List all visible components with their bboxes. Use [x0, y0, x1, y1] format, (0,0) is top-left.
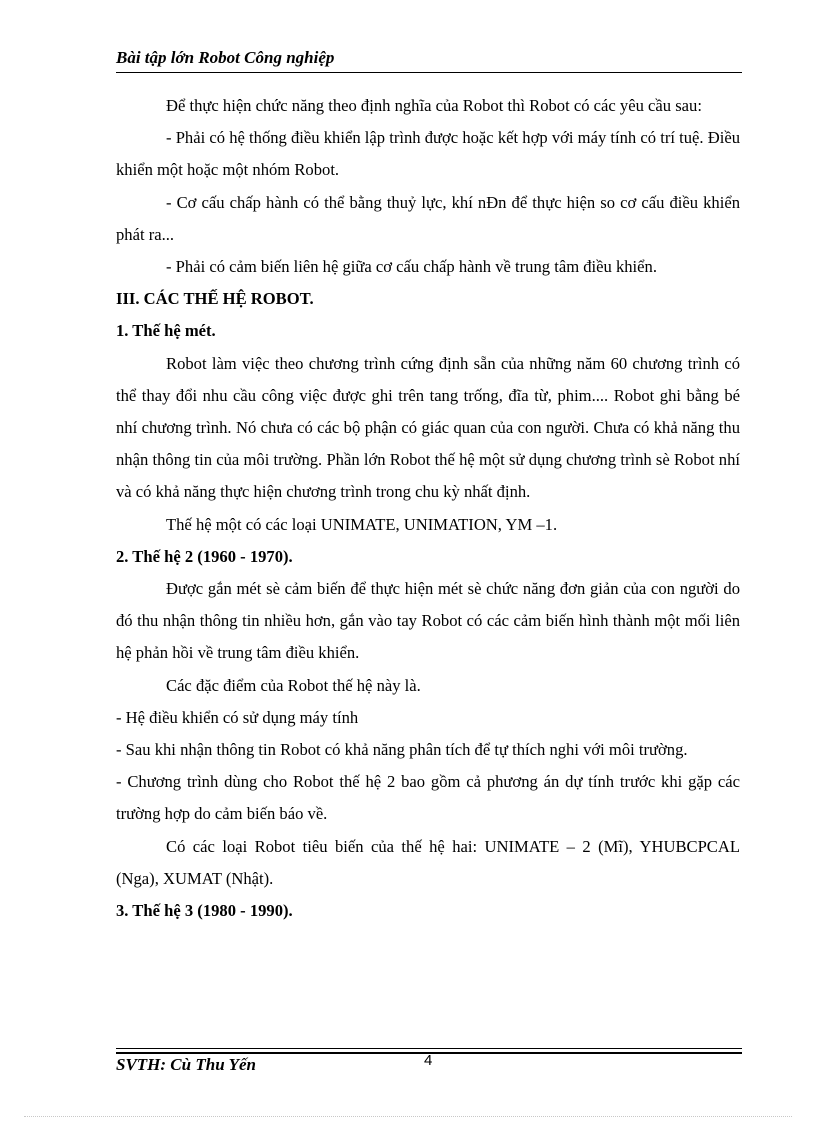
section-heading: III. CÁC THẾ HỆ ROBOT. — [116, 289, 314, 309]
page-number: 4 — [424, 1052, 433, 1069]
paragraph: Có các loại Robot tiêu biến của thế hệ hai: UNIMATE – 2 (Mĩ), YHUBCPCAL (Nga), XUMAT (Nhật). — [116, 836, 740, 888]
subsection-heading: 2. Thế hệ 2 (1960 - 1970). — [116, 546, 293, 566]
page-header-title: Bài tập lớn Robot Công nghiệp — [116, 48, 335, 67]
footer-rule — [116, 1048, 742, 1049]
subsection-heading: 1. Thế hệ mét. — [116, 321, 216, 341]
paragraph: Được gắn mét sè cảm biến để thực hiện mét sè chức năng đơn giản của con người do đó thu nhận thông tin nhiều hơn, gắn vào tay Robot có các cảm biến hình thành một mối liên hệ phản hồi về trung tâm điều khiển. — [116, 579, 740, 663]
paragraph: Thế hệ một có các loại UNIMATE, UNIMATION, YM –1. — [166, 514, 558, 534]
paragraph: - Sau khi nhận thông tin Robot có khả năng phân tích để tự thích nghi với môi trường. — [116, 740, 688, 760]
paragraph: - Phải có hệ thống điều khiển lập trình được hoặc kết hợp với máy tính có trí tuệ. Điều khiển một hoặc một nhóm Robot. — [116, 128, 740, 180]
paragraph: - Cơ cấu chấp hành có thể bằng thuỷ lực, khí nÐn để thực hiện so cơ cấu điều khiển phát ra... — [116, 192, 740, 244]
page-edge-divider — [24, 1116, 792, 1117]
paragraph: - Hệ điều khiển có sử dụng máy tính — [116, 707, 359, 727]
paragraph: Các đặc điểm của Robot thế hệ này là. — [166, 675, 421, 695]
subsection-heading: 3. Thế hệ 3 (1980 - 1990). — [116, 901, 293, 921]
paragraph: - Chương trình dùng cho Robot thế hệ 2 bao gồm cả phương án dự tính trước khi gặp các trường hợp do cảm biến báo về. — [116, 772, 740, 824]
paragraph: Để thực hiện chức năng theo định nghĩa của Robot thì Robot có các yêu cầu sau: — [166, 96, 702, 115]
document-body — [116, 90, 740, 927]
paragraph: Robot làm việc theo chương trình cứng định sẵn của những năm 60 chương trình có thể thay đổi nhu cầu công việc được ghi trên tang trống, đĩa từ, phim.... Robot ghi bằng bé nhí chương trình. Nó chưa có các bộ phận có giác quan của con người. Chưa có khả năng thu nhận thông tin của môi trường. Phần lớn Robot thế hệ một sử dụng chương trình sè Robot nhí và có khả năng thực hiện chương trình trong chu kỳ nhất định. — [116, 353, 740, 502]
header-rule — [116, 72, 742, 73]
footer-author: SVTH: Cù Thu Yến — [116, 1055, 256, 1074]
paragraph: - Phải có cảm biến liên hệ giữa cơ cấu chấp hành về trung tâm điều khiển. — [166, 257, 657, 277]
